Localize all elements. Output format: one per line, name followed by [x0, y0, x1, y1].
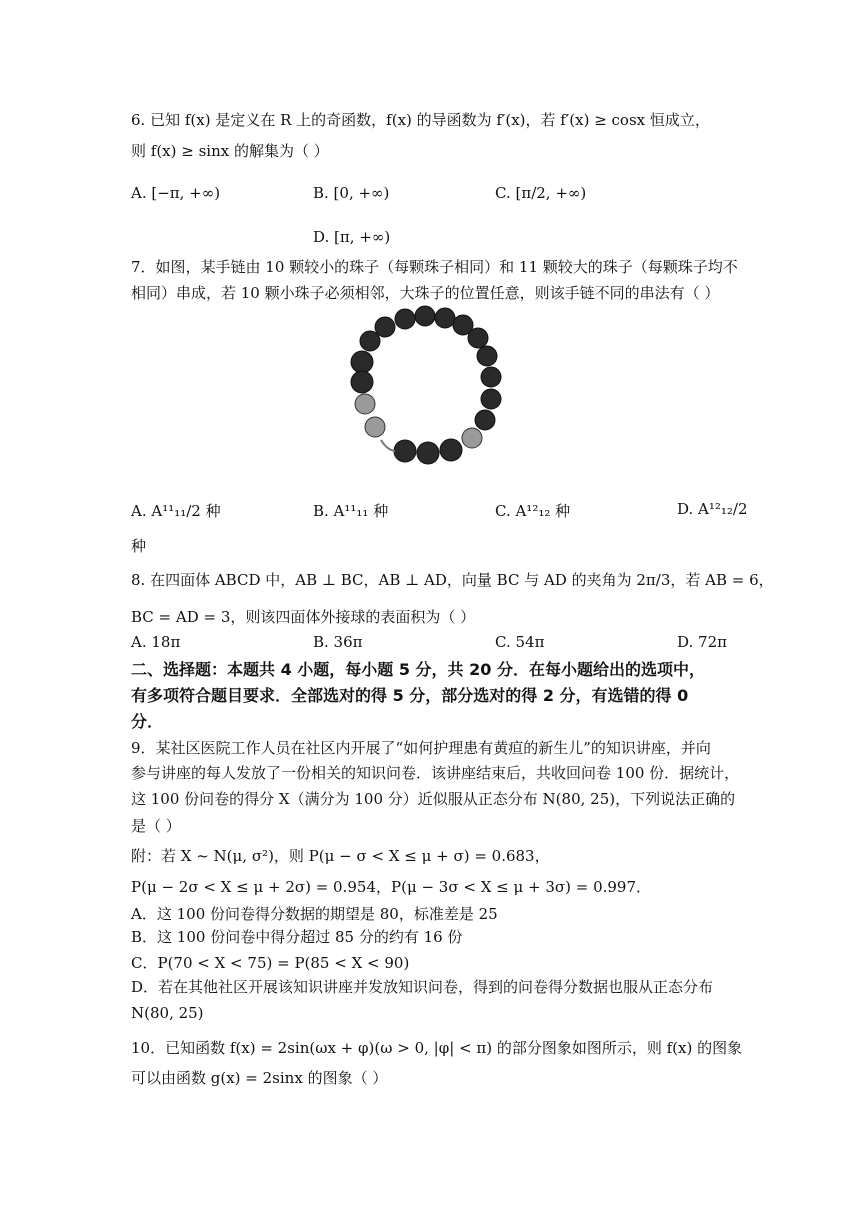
section-heading-line1: 二、选择题：本题共 4 小题，每小题 5 分，共 20 分．在每小题给出的选项中，	[131, 660, 705, 679]
q7-line1: 7．如图，某手链由 10 颗较小的珠子（每颗珠子相同）和 11 颗较大的珠子（每颗珠子均不	[131, 258, 738, 276]
q6-option-a: A. [−π, +∞)	[131, 184, 221, 202]
q6-line2: 则 f(x) ≥ sinx 的解集为（ ）	[131, 142, 329, 160]
q9-note1: 附：若 X ~ N(μ, σ²)，则 P(μ − σ < X ≤ μ + σ) = 0.683，	[131, 847, 550, 865]
q9-option-b: B．这 100 份问卷中得分超过 85 分的约有 16 份	[131, 928, 463, 946]
q8-option-d: D. 72π	[677, 633, 727, 651]
q8-option-b: B. 36π	[313, 633, 363, 651]
q6-line1: 6. 已知 f(x) 是定义在 R 上的奇函数，f(x) 的导函数为 f′(x)，若 f′(x) ≥ cosx 恒成立，	[131, 111, 710, 129]
q9-line2: 参与讲座的每人发放了一份相关的知识问卷．该讲座结束后，共收回问卷 100 份．据统计，	[131, 764, 740, 782]
q7-option-b: B. A¹¹₁₁ 种	[313, 502, 389, 520]
q9-line1: 9．某社区医院工作人员在社区内开展了“如何护理患有黄疸的新生儿”的知识讲座，并向	[131, 739, 711, 757]
q6-option-b: B. [0, +∞)	[313, 184, 390, 202]
section-heading-line2: 有多项符合题目要求．全部选对的得 5 分，部分选对的得 2 分，有选错的得 0	[131, 686, 689, 705]
q7-option-a: A. A¹¹₁₁/2 种	[131, 502, 221, 520]
q8-line1: 8. 在四面体 ABCD 中，AB ⊥ BC，AB ⊥ AD，向量 BC 与 AD 的夹角为 2π/3，若 AB = 6，	[131, 571, 774, 589]
section-heading-line3: 分．	[131, 712, 164, 731]
q9-line4: 是（ ）	[131, 817, 181, 835]
q8-line2: BC = AD = 3，则该四面体外接球的表面积为（ ）	[131, 608, 476, 626]
q9-line3: 这 100 份问卷的得分 X（满分为 100 分）近似服从正态分布 N(80, 25)，下列说法正确的	[131, 790, 736, 808]
q7-option-d: D. A¹²₁₂/2	[677, 500, 748, 518]
q6-option-c: C. [π/2, +∞)	[495, 184, 587, 202]
q8-option-c: C. 54π	[495, 633, 545, 651]
q7-tail: 种	[131, 537, 147, 555]
q9-option-d-line2: N(80, 25)	[131, 1004, 204, 1022]
q9-option-a: A．这 100 份问卷得分数据的期望是 80，标准差是 25	[131, 905, 498, 923]
q9-option-d-line1: D．若在其他社区开展该知识讲座并发放知识问卷，得到的问卷得分数据也服从正态分布	[131, 978, 714, 996]
q9-note2: P(μ − 2σ < X ≤ μ + 2σ) = 0.954，P(μ − 3σ < X ≤ μ + 3σ) = 0.997．	[131, 878, 652, 896]
q7-line2: 相同）串成，若 10 颗小珠子必须相邻，大珠子的位置任意，则该手链不同的串法有（ ）	[131, 284, 720, 302]
q10-line1: 10．已知函数 f(x) = 2sin(ωx + φ)(ω > 0, |φ| < π) 的部分图象如图所示，则 f(x) 的图象	[131, 1039, 743, 1057]
bracelet-figure	[345, 305, 505, 470]
q8-option-a: A. 18π	[131, 633, 181, 651]
q9-option-c: C．P(70 < X < 75) = P(85 < X < 90)	[131, 954, 410, 972]
q7-option-c: C. A¹²₁₂ 种	[495, 502, 571, 520]
q6-option-d: D. [π, +∞)	[313, 228, 391, 246]
q10-line2: 可以由函数 g(x) = 2sinx 的图象（ ）	[131, 1069, 388, 1087]
